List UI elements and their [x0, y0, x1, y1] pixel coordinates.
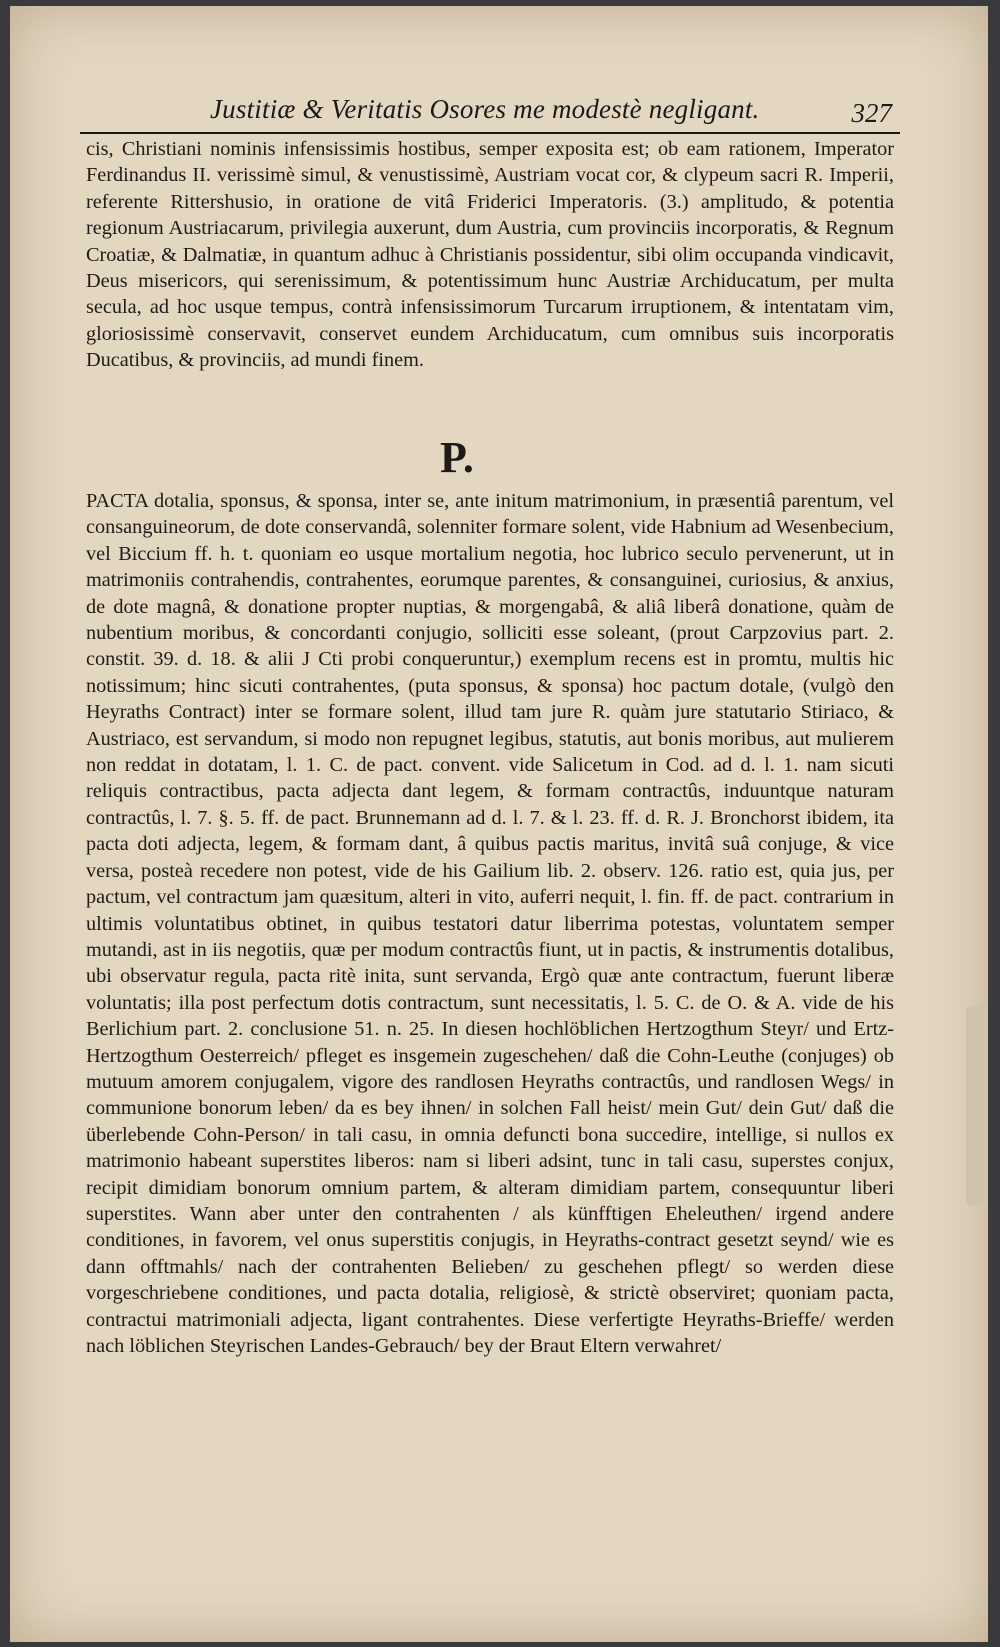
continued-paragraph: cis, Christiani nominis infensissimis hostibus, semper exposita est; ob eam rationem, Imperator Ferdinandus II. verissimè simul, & venustissimè, Austriam vocat cor, & clypeum sacri R. Imperii, referente Rittershusio, in oratione de vitâ Friderici Imperatoris. (3.) amplitudo, & potentia regionum Austriacarum, privilegia auxerunt, dum Austria, cum provinciis incorporatis, & Regnum Croatiæ, & Dalmatiæ, in quantum adhuc à Christianis possidentur, sibi olim occupanda vindicavit, Deus misericors, qui serenissimum, & potentissimum hunc Austriæ Archiducatum, per multa secula, ad hoc usque tempus, contrà infensissimorum Turcarum irruptionem, & intentatam vim, gloriosissimè conservavit, conservet eundem Archiducatum, cum omnibus suis incorporatis Ducatibus, & provinciis, ad mundi finem.: [86, 138, 894, 372]
page-fore-edge: [966, 1006, 988, 1206]
running-head: Justitiæ & Veritatis Osores me modestè negligant.: [210, 94, 760, 124]
page-number: 327: [851, 98, 892, 128]
page-header: [80, 92, 900, 134]
section-heading: P.: [440, 433, 474, 482]
entry-paragraph: PACTA dotalia, sponsus, & sponsa, inter se, ante initum matrimonium, in præsentiâ parentum, vel consanguineorum, de dote conservandâ, solenniter formare solent, vide Habnium ad Wesenbecium, vel Biccium ff. h. t. quoniam eo usque mortalium negotia, hoc lubrico seculo pervenerunt, ut in matrimoniis contrahendis, contrahentes, eorumque parentes, & consanguinei, curiosius, & anxius, de dote magnâ, & donatione propter nuptias, & morgengabâ, & aliâ liberâ donatione, quàm de nubentium moribus, & concordanti conjugio, solliciti esse soleant, (prout Carpzovius part. 2. constit. 39. d. 18. & alii J Cti probi conqueruntur,) exemplum recens est in promtu, multis hic notissimum; hinc sicuti contrahentes, (puta sponsus, & sponsa) hoc pactum dotale, (vulgò den Heyraths Contract) inter se formare solent, illud tam jure R. quàm jure statutario Stiriaco, & Austriaco, est servandum, si modo non repugnet legibus, statutis, aut bonis moribus, aut mulierem non reddat in dotatam, l. 1. C. de pact. convent. vide Salicetum in Cod. ad d. l. 1. nam sicuti reliquis contractibus, pacta adjecta dant legem, & formam contractûs, induuntque naturam contractûs, l. 7. §. 5. ff. de pact. Brunnemann ad d. l. 7. & l. 23. ff. d. R. J. Bronchorst ibidem, ita pacta doti adjecta, legem, & formam dant, â quibus pactis maritus, invitâ suâ conjuge, & vice versa, posteà recedere non potest, vide de his Gailium lib. 2. observ. 126. ratio est, quia jus, per pactum, vel contractum jam quæsitum, alteri in vito, auferri nequit, l. fin. ff. de pact. contrarium in ultimis voluntatibus obtinet, in quibus testatori datur liberrima potestas, voluntatem semper mutandi, ast in iis negotiis, quæ per modum contractûs fiunt, ut in pactis, & instrumentis dotalibus, ubi observatur regula, pacta ritè inita, sunt servanda, Ergò quæ ante contractum, fuerunt liberæ voluntatis; illa post perfectum dotis contractum, sunt necessitatis, l. 5. C. de O. & A. vide de his Berlichium part. 2. conclusione 51. n. 25. In diesen hochlöblichen Hertzogthum Steyr/ und Ertz-Hertzogthum Oesterreich/ pfleget es insgemein zugeschehen/ daß die Cohn-Leuthe (conjuges) ob mutuum amorem conjugalem, vigore des randlosen Heyraths contractûs, und randlosen Wegs/ in communione bonorum leben/ da es bey ihnen/ in solchen Fall heist/ mein Gut/ dein Gut/ daß die überlebende Cohn-Person/ in tali casu, in omnia defuncti bona succedire, intellige, si nullos ex matrimonio habeant superstites liberos: nam si liberi adsint, tunc in tali casu, superstes conjux, recipit dimidiam bonorum omnium partem, & alteram dimidiam partem, consequuntur liberi superstites. Wann aber unter den contrahenten / als künfftigen Eheleuthen/ irgend andere conditiones, in favorem, vel onus superstitis conjugis, in Heyraths-contract gesetzt seynd/ wie es dann offtmahls/ nach der contrahenten Belieben/ zu geschehen pflegt/ so werden diese vorgeschriebene conditiones, und pacta dotalia, religiosè, & strictè observiret; quoniam pacta, contractui matrimoniali adjecta, ligant contrahentes. Diese verfertigte Heyraths-Brieffe/ werden nach löblichen Steyrischen Landes-Gebrauch/ bey der Braut Eltern verwahret/: [86, 490, 894, 1357]
